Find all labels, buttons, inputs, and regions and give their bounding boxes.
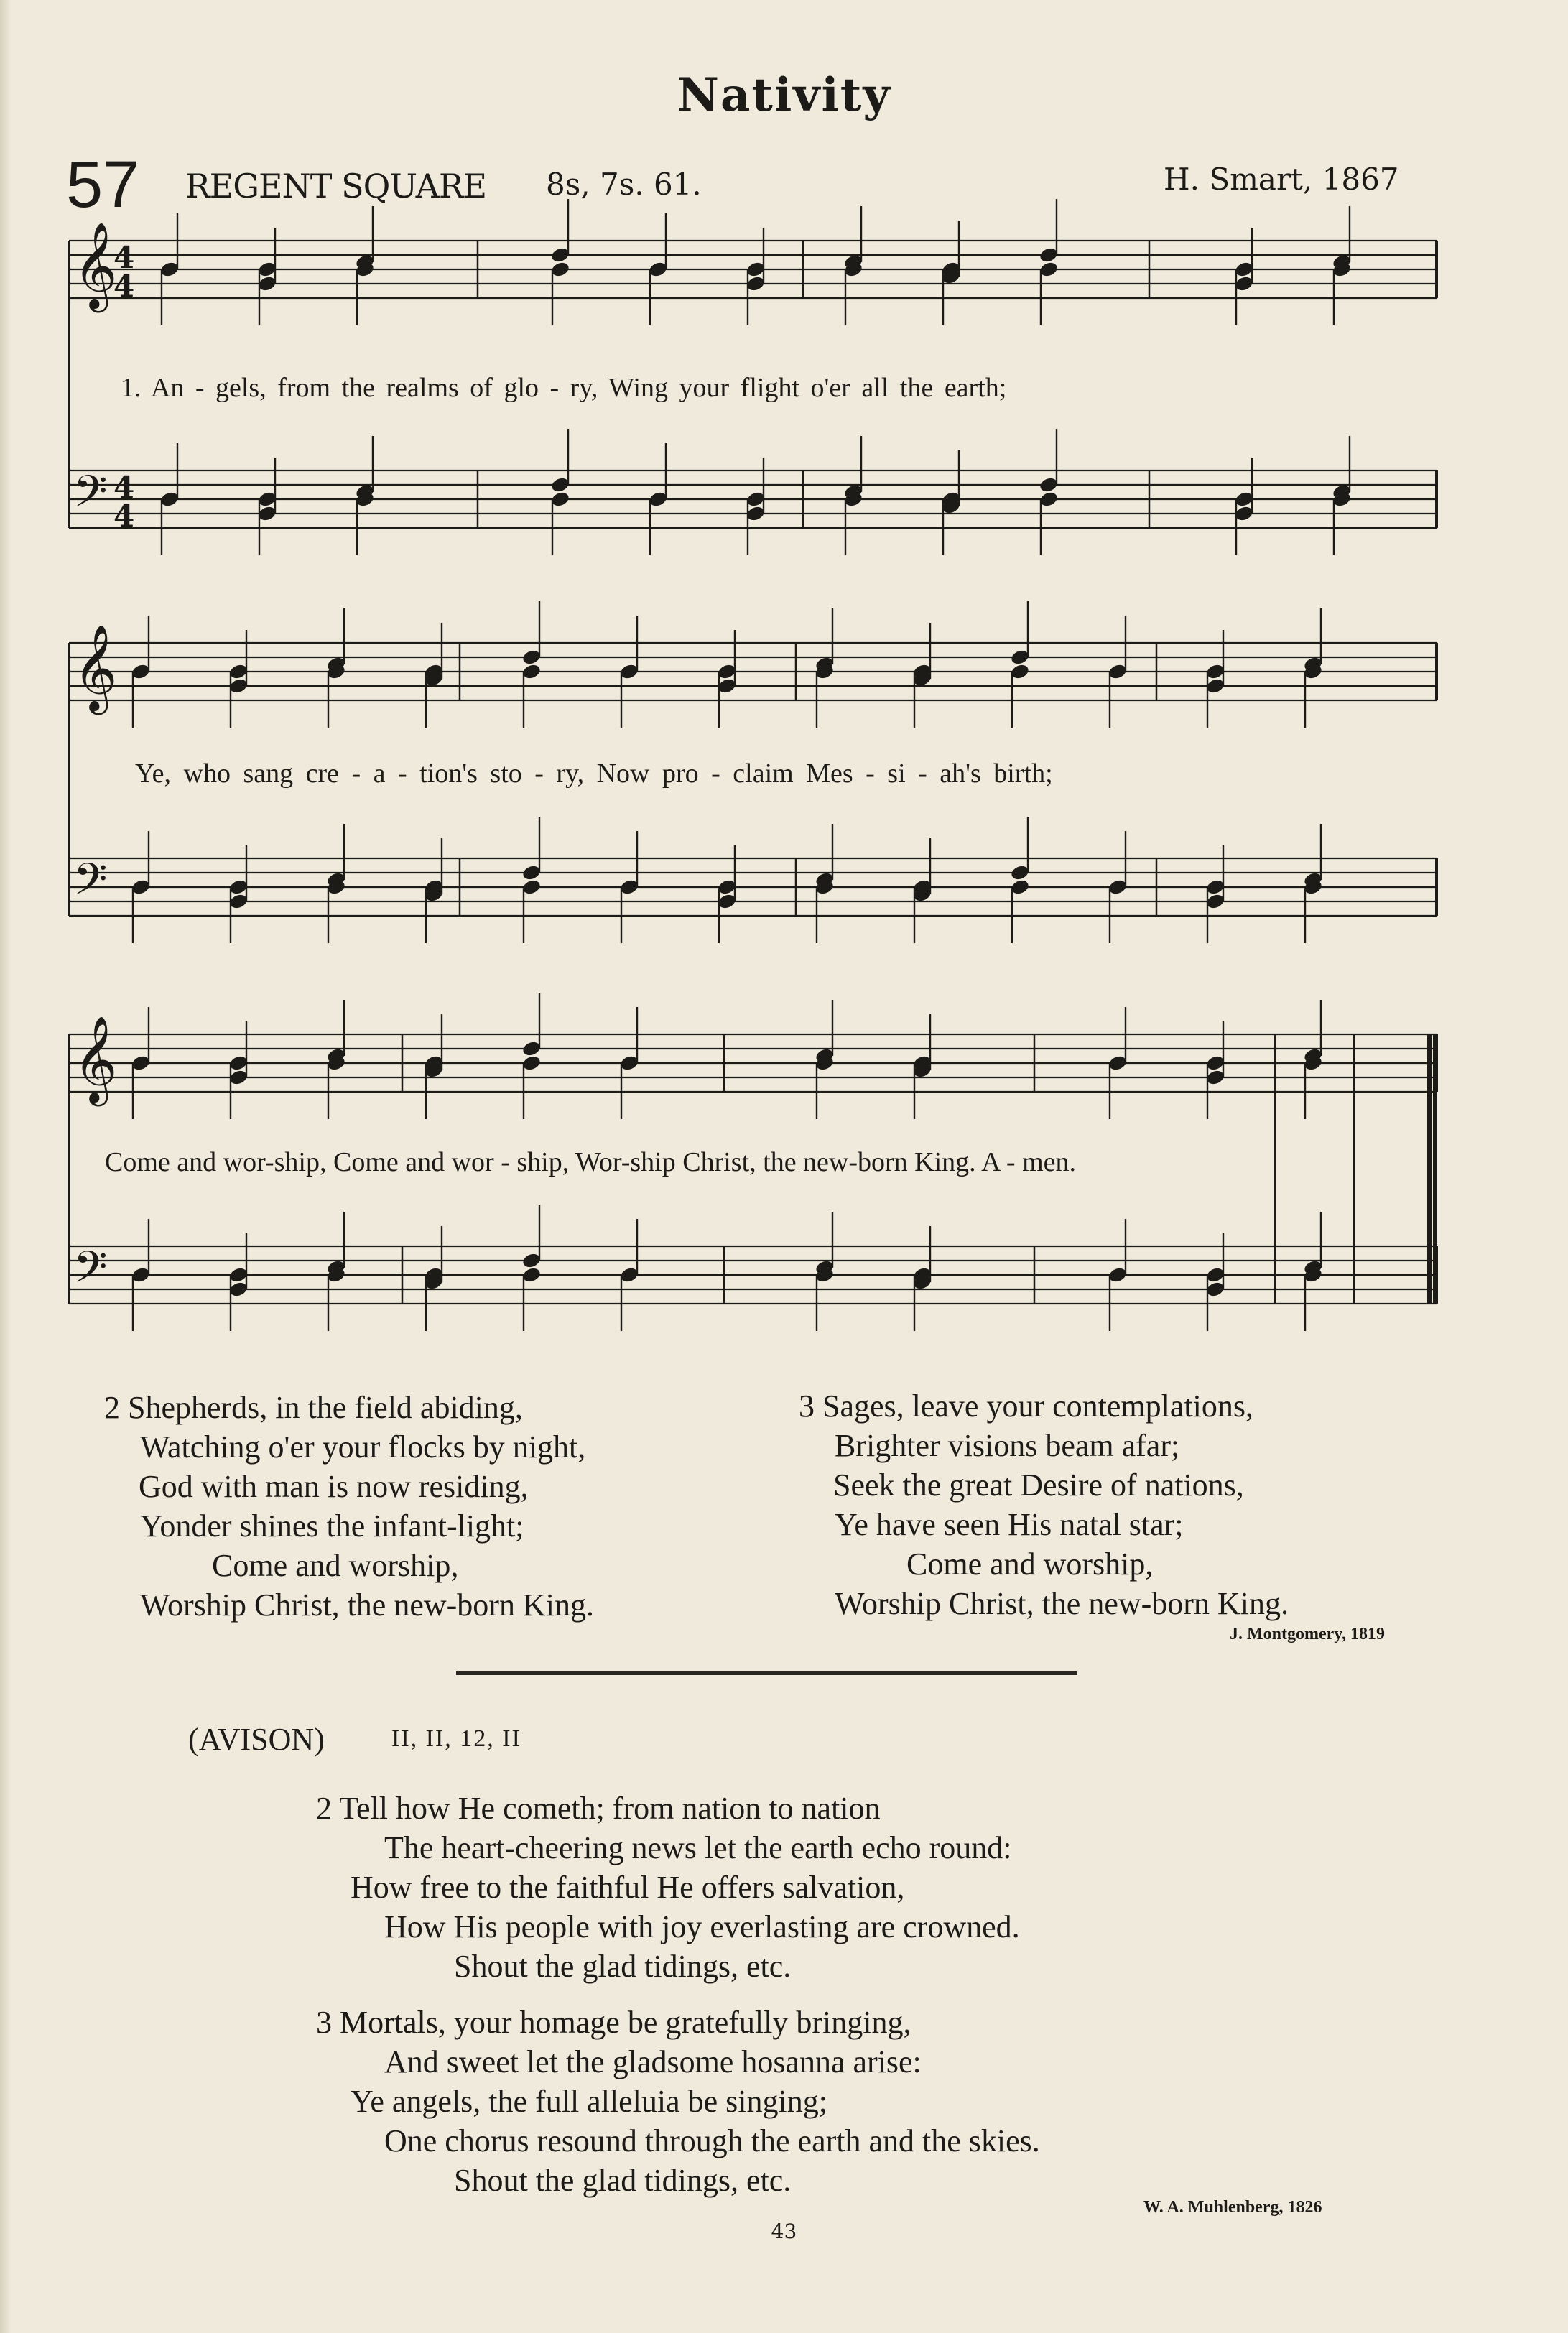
stanza-line: God with man is now residing,	[139, 1469, 529, 1504]
page-number: 43	[771, 2220, 797, 2243]
stanza-line: The heart-cheering news let the earth echo round:	[384, 1830, 1012, 1865]
alternate-stanza-3	[316, 2003, 1040, 2200]
stanza-line: How His people with joy everlasting are crowned.	[384, 1909, 1020, 1944]
alternate-stanza-2	[316, 1789, 1020, 1986]
stanza-line: Shout the glad tidings, etc.	[454, 2163, 792, 2198]
divider-rule	[456, 1671, 1077, 1675]
stanza-line: Ye angels, the full alleluia be singing;	[351, 2084, 827, 2119]
stanza-line: Worship Christ, the new-born King.	[835, 1586, 1289, 1621]
stanza-2	[104, 1388, 594, 1625]
time-signature-icon: 4	[113, 498, 135, 534]
lyric-line-3: Come and wor-ship, Come and wor - ship, Wor-ship Christ, the new-born King. A - men.	[105, 1147, 1077, 1177]
stanza-line: Shout the glad tidings, etc.	[454, 1949, 792, 1984]
treble-clef-icon: 𝄞	[73, 623, 118, 711]
stanza-line: 3 Mortals, your homage be gratefully bringing,	[316, 2005, 911, 2040]
alternate-meter: II, II, 12, II	[391, 1725, 521, 1752]
time-signature-icon: 4	[113, 240, 135, 275]
meter: 8s, 7s. 61.	[546, 167, 702, 202]
bass-clef-icon: 𝄢	[73, 1242, 108, 1304]
stanza-line: Brighter visions beam afar;	[835, 1428, 1180, 1463]
stanza-line: 2 Shepherds, in the field abiding,	[104, 1390, 523, 1425]
hymn-number: 57	[66, 148, 140, 221]
alternate-tune-name: (AVISON)	[188, 1722, 325, 1757]
time-signature-icon: 4	[113, 470, 135, 505]
author-credit: J. Montgomery, 1819	[1230, 1625, 1385, 1643]
bass-clef-icon: 𝄢	[73, 854, 108, 916]
stanza-line: Ye have seen His natal star;	[835, 1507, 1184, 1542]
stanza-line: Yonder shines the infant-light;	[140, 1508, 524, 1544]
section-heading: Nativity	[677, 68, 891, 122]
stanza-line: And sweet let the gladsome hosanna arise:	[384, 2044, 922, 2079]
time-signature-icon: 4	[113, 269, 135, 304]
alternate-author-credit: W. A. Muhlenberg, 1826	[1143, 2198, 1322, 2217]
stanza-line: 2 Tell how He cometh; from nation to nation	[316, 1791, 881, 1826]
composer-credit: H. Smart, 1867	[1164, 162, 1399, 197]
stanza-line: Come and worship,	[212, 1548, 459, 1583]
stanza-line: How free to the faithful He offers salvation,	[351, 1870, 905, 1905]
stanza-line: 3 Sages, leave your contemplations,	[799, 1388, 1253, 1424]
tune-name: REGENT SQUARE	[185, 167, 487, 205]
stanza-line: Seek the great Desire of nations,	[833, 1467, 1244, 1503]
stanza-line: Worship Christ, the new-born King.	[140, 1587, 594, 1623]
bass-clef-icon: 𝄢	[73, 466, 108, 528]
lyric-line-2: Ye, who sang cre - a - tion's sto - ry, Now pro - claim Mes - si - ah's birth;	[135, 759, 1053, 789]
lyric-line-1: 1. An - gels, from the realms of glo - ry, Wing your flight o'er all the earth;	[121, 373, 1007, 403]
treble-clef-icon: 𝄞	[73, 221, 118, 309]
stanza-3	[799, 1386, 1289, 1623]
stanza-line: One chorus resound through the earth and the skies.	[384, 2123, 1040, 2158]
stanza-line: Watching o'er your flocks by night,	[140, 1429, 586, 1465]
stanza-line: Come and worship,	[906, 1546, 1154, 1582]
treble-clef-icon: 𝄞	[73, 1015, 118, 1103]
